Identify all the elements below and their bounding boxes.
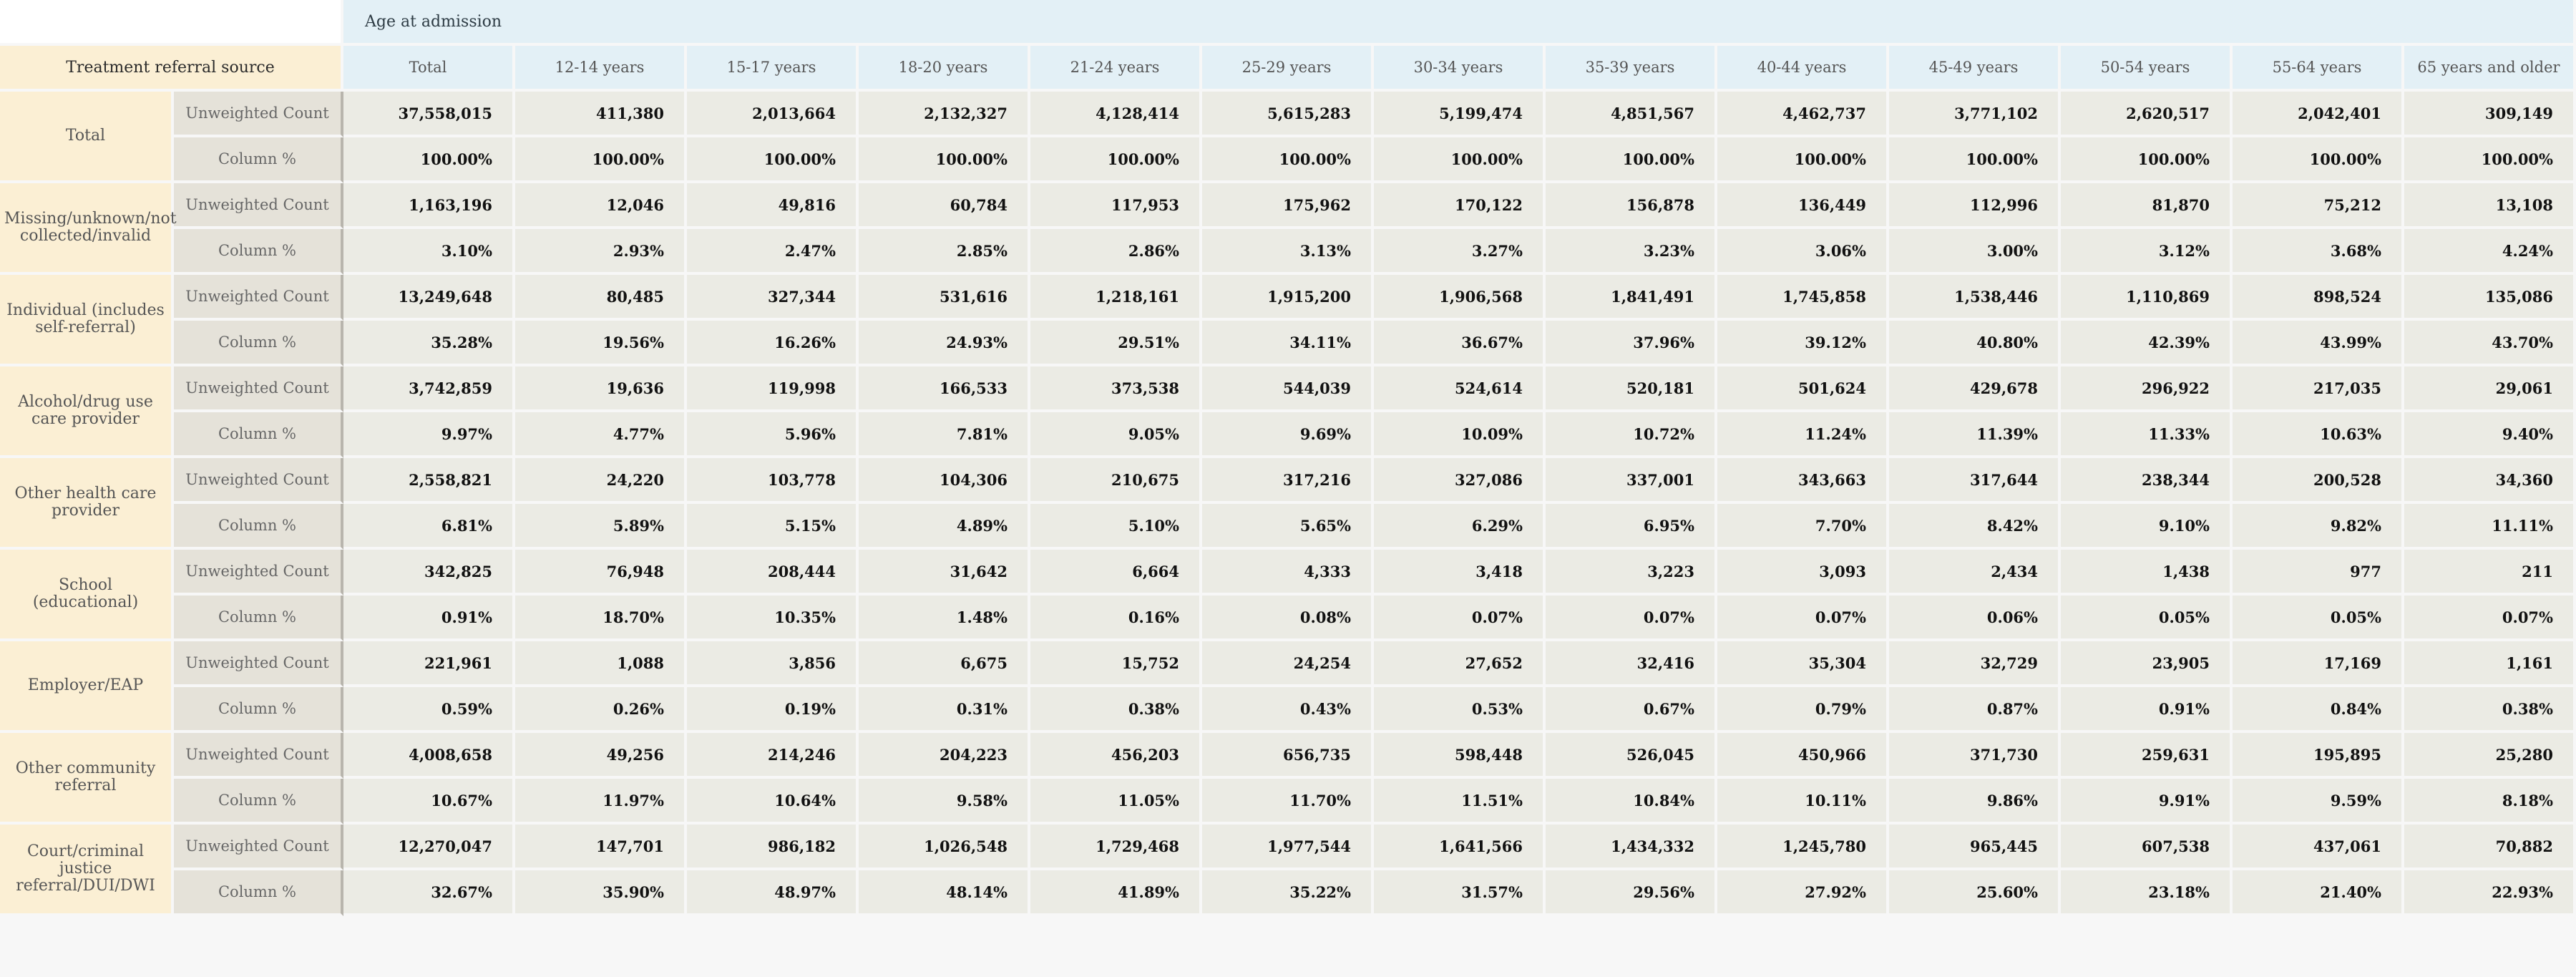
- row-group-label: Individual (includes self-referral): [0, 275, 174, 366]
- measure-label-percent: Column %: [174, 229, 343, 275]
- table-row: [0, 687, 2576, 733]
- data-cell: 112,996: [1889, 183, 2061, 229]
- data-cell: 3,093: [1717, 550, 1889, 596]
- row-group-label: Other health care provider: [0, 458, 174, 550]
- data-cell: 6,675: [859, 641, 1030, 687]
- data-cell: 259,631: [2061, 733, 2233, 779]
- table-row: [0, 275, 2576, 321]
- data-cell: 100.00%: [1546, 137, 1717, 183]
- data-cell: 5.10%: [1030, 504, 1202, 550]
- data-cell: 1,110,869: [2061, 275, 2233, 321]
- data-cell: 238,344: [2061, 458, 2233, 504]
- data-cell: 0.06%: [1889, 596, 2061, 641]
- data-cell: 48.14%: [859, 870, 1030, 916]
- data-cell: 0.79%: [1717, 687, 1889, 733]
- data-cell: 11.97%: [515, 779, 687, 825]
- data-cell: 32,729: [1889, 641, 2061, 687]
- data-cell: 119,998: [687, 366, 859, 412]
- column-header-21-24-years: 21-24 years: [1030, 46, 1202, 92]
- data-cell: 37.96%: [1546, 321, 1717, 366]
- table-row: [0, 321, 2576, 366]
- data-cell: 217,035: [2233, 366, 2404, 412]
- data-cell: 117,953: [1030, 183, 1202, 229]
- data-cell: 35.22%: [1202, 870, 1374, 916]
- data-cell: 2,620,517: [2061, 92, 2233, 137]
- table-row: [0, 870, 2576, 916]
- data-cell: 100.00%: [2404, 137, 2576, 183]
- data-cell: 4,851,567: [1546, 92, 1717, 137]
- data-cell: 2,434: [1889, 550, 2061, 596]
- data-cell: 0.84%: [2233, 687, 2404, 733]
- data-cell: 195,895: [2233, 733, 2404, 779]
- row-group-label: Other community referral: [0, 733, 174, 825]
- data-cell: 1,245,780: [1717, 825, 1889, 870]
- data-cell: 9.40%: [2404, 412, 2576, 458]
- data-cell: 6,664: [1030, 550, 1202, 596]
- data-cell: 80,485: [515, 275, 687, 321]
- data-cell: 19,636: [515, 366, 687, 412]
- data-cell: 1.48%: [859, 596, 1030, 641]
- data-cell: 11.70%: [1202, 779, 1374, 825]
- data-cell: 100.00%: [2233, 137, 2404, 183]
- data-cell: 24,254: [1202, 641, 1374, 687]
- measure-label-percent: Column %: [174, 412, 343, 458]
- data-cell: 8.42%: [1889, 504, 2061, 550]
- data-cell: 317,216: [1202, 458, 1374, 504]
- data-cell: 0.05%: [2233, 596, 2404, 641]
- data-cell: 103,778: [687, 458, 859, 504]
- data-cell: 6.81%: [343, 504, 515, 550]
- table-row: [0, 458, 2576, 504]
- data-cell: 4.24%: [2404, 229, 2576, 275]
- data-cell: 327,086: [1374, 458, 1546, 504]
- data-cell: 13,249,648: [343, 275, 515, 321]
- data-cell: 450,966: [1717, 733, 1889, 779]
- data-cell: 21.40%: [2233, 870, 2404, 916]
- measure-label-percent: Column %: [174, 137, 343, 183]
- data-cell: 2,042,401: [2233, 92, 2404, 137]
- measure-label-percent: Column %: [174, 779, 343, 825]
- row-group-label: Alcohol/drug use care provider: [0, 366, 174, 458]
- data-cell: 2,558,821: [343, 458, 515, 504]
- data-cell: 327,344: [687, 275, 859, 321]
- measure-label-percent: Column %: [174, 687, 343, 733]
- data-cell: 0.07%: [1374, 596, 1546, 641]
- data-cell: 221,961: [343, 641, 515, 687]
- data-cell: 23,905: [2061, 641, 2233, 687]
- row-dimension-header: Treatment referral source: [0, 46, 343, 92]
- data-cell: 1,438: [2061, 550, 2233, 596]
- data-cell: 2,013,664: [687, 92, 859, 137]
- data-cell: 3.23%: [1546, 229, 1717, 275]
- row-group-label: Total: [0, 92, 174, 183]
- data-cell: 1,538,446: [1889, 275, 2061, 321]
- data-cell: 1,434,332: [1546, 825, 1717, 870]
- column-header-12-14-years: 12-14 years: [515, 46, 687, 92]
- table-row: [0, 733, 2576, 779]
- data-cell: 29.56%: [1546, 870, 1717, 916]
- data-cell: 100.00%: [1717, 137, 1889, 183]
- data-cell: 2.93%: [515, 229, 687, 275]
- data-cell: 100.00%: [1030, 137, 1202, 183]
- data-cell: 598,448: [1374, 733, 1546, 779]
- data-cell: 214,246: [687, 733, 859, 779]
- data-cell: 27,652: [1374, 641, 1546, 687]
- data-cell: 25.60%: [1889, 870, 2061, 916]
- data-cell: 15,752: [1030, 641, 1202, 687]
- data-cell: 147,701: [515, 825, 687, 870]
- column-header-15-17-years: 15-17 years: [687, 46, 859, 92]
- data-cell: 1,841,491: [1546, 275, 1717, 321]
- data-cell: 11.11%: [2404, 504, 2576, 550]
- data-cell: 3.06%: [1717, 229, 1889, 275]
- data-cell: 9.10%: [2061, 504, 2233, 550]
- data-cell: 49,256: [515, 733, 687, 779]
- data-cell: 204,223: [859, 733, 1030, 779]
- data-cell: 9.86%: [1889, 779, 2061, 825]
- data-cell: 3.12%: [2061, 229, 2233, 275]
- data-cell: 5.15%: [687, 504, 859, 550]
- column-header-65-years-and-older: 65 years and older: [2404, 46, 2576, 92]
- measure-label-count: Unweighted Count: [174, 458, 343, 504]
- data-cell: 9.69%: [1202, 412, 1374, 458]
- data-cell: 0.59%: [343, 687, 515, 733]
- data-cell: 22.93%: [2404, 870, 2576, 916]
- data-cell: 32,416: [1546, 641, 1717, 687]
- data-cell: 210,675: [1030, 458, 1202, 504]
- data-cell: 11.39%: [1889, 412, 2061, 458]
- data-cell: 4,462,737: [1717, 92, 1889, 137]
- data-cell: 544,039: [1202, 366, 1374, 412]
- data-cell: 6.29%: [1374, 504, 1546, 550]
- measure-label-count: Unweighted Count: [174, 92, 343, 137]
- data-cell: 16.26%: [687, 321, 859, 366]
- data-cell: 0.08%: [1202, 596, 1374, 641]
- data-cell: 100.00%: [343, 137, 515, 183]
- data-cell: 371,730: [1889, 733, 2061, 779]
- data-cell: 3,223: [1546, 550, 1717, 596]
- data-cell: 4,008,658: [343, 733, 515, 779]
- data-cell: 5.89%: [515, 504, 687, 550]
- data-cell: 0.16%: [1030, 596, 1202, 641]
- data-cell: 4.77%: [515, 412, 687, 458]
- table-row: [0, 137, 2576, 183]
- data-cell: 2.47%: [687, 229, 859, 275]
- data-cell: 4.89%: [859, 504, 1030, 550]
- data-cell: 100.00%: [2061, 137, 2233, 183]
- data-cell: 1,977,544: [1202, 825, 1374, 870]
- column-header-55-64-years: 55-64 years: [2233, 46, 2404, 92]
- data-cell: 1,906,568: [1374, 275, 1546, 321]
- data-cell: 0.67%: [1546, 687, 1717, 733]
- data-cell: 1,641,566: [1374, 825, 1546, 870]
- data-cell: 965,445: [1889, 825, 2061, 870]
- row-group-label: Employer/EAP: [0, 641, 174, 733]
- data-cell: 656,735: [1202, 733, 1374, 779]
- data-cell: 1,161: [2404, 641, 2576, 687]
- data-cell: 296,922: [2061, 366, 2233, 412]
- data-cell: 100.00%: [687, 137, 859, 183]
- column-header-25-29-years: 25-29 years: [1202, 46, 1374, 92]
- data-cell: 100.00%: [1889, 137, 2061, 183]
- data-cell: 0.91%: [343, 596, 515, 641]
- data-cell: 520,181: [1546, 366, 1717, 412]
- data-cell: 317,644: [1889, 458, 2061, 504]
- data-cell: 0.19%: [687, 687, 859, 733]
- data-cell: 37,558,015: [343, 92, 515, 137]
- data-cell: 10.67%: [343, 779, 515, 825]
- data-cell: 309,149: [2404, 92, 2576, 137]
- data-cell: 170,122: [1374, 183, 1546, 229]
- data-cell: 11.33%: [2061, 412, 2233, 458]
- data-cell: 34.11%: [1202, 321, 1374, 366]
- data-cell: 29,061: [2404, 366, 2576, 412]
- measure-label-percent: Column %: [174, 504, 343, 550]
- data-cell: 11.51%: [1374, 779, 1546, 825]
- data-cell: 9.91%: [2061, 779, 2233, 825]
- data-cell: 1,218,161: [1030, 275, 1202, 321]
- data-cell: 3.27%: [1374, 229, 1546, 275]
- data-cell: 100.00%: [1202, 137, 1374, 183]
- data-cell: 5,199,474: [1374, 92, 1546, 137]
- data-cell: 373,538: [1030, 366, 1202, 412]
- data-cell: 25,280: [2404, 733, 2576, 779]
- data-cell: 3.13%: [1202, 229, 1374, 275]
- age-at-admission-header: Age at admission: [343, 0, 2576, 46]
- data-cell: 5,615,283: [1202, 92, 1374, 137]
- data-cell: 3,771,102: [1889, 92, 2061, 137]
- column-header-30-34-years: 30-34 years: [1374, 46, 1546, 92]
- data-cell: 0.26%: [515, 687, 687, 733]
- data-cell: 10.09%: [1374, 412, 1546, 458]
- data-cell: 75,212: [2233, 183, 2404, 229]
- data-cell: 35,304: [1717, 641, 1889, 687]
- data-cell: 429,678: [1889, 366, 2061, 412]
- measure-label-count: Unweighted Count: [174, 183, 343, 229]
- data-cell: 5.96%: [687, 412, 859, 458]
- data-cell: 9.05%: [1030, 412, 1202, 458]
- table-row: [0, 641, 2576, 687]
- row-group-label: Court/criminal justice referral/DUI/DWI: [0, 825, 174, 916]
- measure-label-count: Unweighted Count: [174, 366, 343, 412]
- column-header-45-49-years: 45-49 years: [1889, 46, 2061, 92]
- table-row: [0, 504, 2576, 550]
- data-cell: 9.59%: [2233, 779, 2404, 825]
- table-row: [0, 596, 2576, 641]
- data-cell: 10.11%: [1717, 779, 1889, 825]
- data-cell: 0.07%: [2404, 596, 2576, 641]
- data-cell: 81,870: [2061, 183, 2233, 229]
- table-row: [0, 183, 2576, 229]
- measure-label-count: Unweighted Count: [174, 275, 343, 321]
- data-cell: 6.95%: [1546, 504, 1717, 550]
- data-cell: 175,962: [1202, 183, 1374, 229]
- data-cell: 0.07%: [1546, 596, 1717, 641]
- data-cell: 24,220: [515, 458, 687, 504]
- table-row: [0, 825, 2576, 870]
- measure-label-count: Unweighted Count: [174, 641, 343, 687]
- column-header-total: Total: [343, 46, 515, 92]
- data-cell: 49,816: [687, 183, 859, 229]
- data-cell: 1,163,196: [343, 183, 515, 229]
- data-cell: 10.72%: [1546, 412, 1717, 458]
- column-header-18-20-years: 18-20 years: [859, 46, 1030, 92]
- data-cell: 3.68%: [2233, 229, 2404, 275]
- measure-label-percent: Column %: [174, 870, 343, 916]
- data-cell: 24.93%: [859, 321, 1030, 366]
- header-blank-cell: [0, 0, 343, 46]
- data-cell: 1,745,858: [1717, 275, 1889, 321]
- row-group-label: School (educational): [0, 550, 174, 641]
- data-cell: 208,444: [687, 550, 859, 596]
- data-cell: 898,524: [2233, 275, 2404, 321]
- data-cell: 10.84%: [1546, 779, 1717, 825]
- data-cell: 9.58%: [859, 779, 1030, 825]
- data-cell: 7.70%: [1717, 504, 1889, 550]
- data-cell: 0.87%: [1889, 687, 2061, 733]
- table-header: [0, 0, 2576, 92]
- data-cell: 0.53%: [1374, 687, 1546, 733]
- data-cell: 135,086: [2404, 275, 2576, 321]
- data-cell: 12,270,047: [343, 825, 515, 870]
- data-cell: 2.86%: [1030, 229, 1202, 275]
- data-cell: 100.00%: [1374, 137, 1546, 183]
- data-cell: 3,742,859: [343, 366, 515, 412]
- data-cell: 19.56%: [515, 321, 687, 366]
- data-cell: 48.97%: [687, 870, 859, 916]
- table-row: [0, 229, 2576, 275]
- data-cell: 10.64%: [687, 779, 859, 825]
- measure-label-count: Unweighted Count: [174, 733, 343, 779]
- data-cell: 456,203: [1030, 733, 1202, 779]
- data-cell: 32.67%: [343, 870, 515, 916]
- data-cell: 10.63%: [2233, 412, 2404, 458]
- table-row: [0, 412, 2576, 458]
- data-cell: 4,333: [1202, 550, 1374, 596]
- data-cell: 76,948: [515, 550, 687, 596]
- data-cell: 41.89%: [1030, 870, 1202, 916]
- data-cell: 35.28%: [343, 321, 515, 366]
- data-cell: 42.39%: [2061, 321, 2233, 366]
- table-row: [0, 550, 2576, 596]
- data-cell: 1,915,200: [1202, 275, 1374, 321]
- data-cell: 5.65%: [1202, 504, 1374, 550]
- data-cell: 27.92%: [1717, 870, 1889, 916]
- data-cell: 10.35%: [687, 596, 859, 641]
- data-cell: 200,528: [2233, 458, 2404, 504]
- data-cell: 0.43%: [1202, 687, 1374, 733]
- data-cell: 34,360: [2404, 458, 2576, 504]
- data-cell: 60,784: [859, 183, 1030, 229]
- data-cell: 0.38%: [2404, 687, 2576, 733]
- data-cell: 100.00%: [515, 137, 687, 183]
- data-cell: 70,882: [2404, 825, 2576, 870]
- row-group-label: Missing/unknown/not collected/invalid: [0, 183, 174, 275]
- data-cell: 39.12%: [1717, 321, 1889, 366]
- data-cell: 136,449: [1717, 183, 1889, 229]
- table-body: [0, 92, 2576, 916]
- data-cell: 3.10%: [343, 229, 515, 275]
- data-cell: 526,045: [1546, 733, 1717, 779]
- data-cell: 35.90%: [515, 870, 687, 916]
- data-cell: 3,418: [1374, 550, 1546, 596]
- measure-label-percent: Column %: [174, 596, 343, 641]
- column-header-50-54-years: 50-54 years: [2061, 46, 2233, 92]
- data-cell: 2.85%: [859, 229, 1030, 275]
- data-cell: 524,614: [1374, 366, 1546, 412]
- data-cell: 12,046: [515, 183, 687, 229]
- data-cell: 977: [2233, 550, 2404, 596]
- data-cell: 1,088: [515, 641, 687, 687]
- data-cell: 211: [2404, 550, 2576, 596]
- measure-label-percent: Column %: [174, 321, 343, 366]
- data-cell: 156,878: [1546, 183, 1717, 229]
- data-cell: 3,856: [687, 641, 859, 687]
- data-cell: 13,108: [2404, 183, 2576, 229]
- data-cell: 11.05%: [1030, 779, 1202, 825]
- data-cell: 986,182: [687, 825, 859, 870]
- data-cell: 17,169: [2233, 641, 2404, 687]
- data-cell: 31.57%: [1374, 870, 1546, 916]
- data-cell: 607,538: [2061, 825, 2233, 870]
- data-cell: 100.00%: [859, 137, 1030, 183]
- data-cell: 3.00%: [1889, 229, 2061, 275]
- data-cell: 31,642: [859, 550, 1030, 596]
- data-cell: 43.99%: [2233, 321, 2404, 366]
- data-cell: 11.24%: [1717, 412, 1889, 458]
- data-cell: 9.82%: [2233, 504, 2404, 550]
- data-cell: 4,128,414: [1030, 92, 1202, 137]
- data-cell: 531,616: [859, 275, 1030, 321]
- column-header-40-44-years: 40-44 years: [1717, 46, 1889, 92]
- table-row: [0, 92, 2576, 137]
- data-cell: 166,533: [859, 366, 1030, 412]
- data-cell: 7.81%: [859, 412, 1030, 458]
- data-cell: 2,132,327: [859, 92, 1030, 137]
- data-cell: 1,026,548: [859, 825, 1030, 870]
- data-cell: 0.07%: [1717, 596, 1889, 641]
- data-cell: 337,001: [1546, 458, 1717, 504]
- data-cell: 36.67%: [1374, 321, 1546, 366]
- data-cell: 40.80%: [1889, 321, 2061, 366]
- data-cell: 0.05%: [2061, 596, 2233, 641]
- column-header-35-39-years: 35-39 years: [1546, 46, 1717, 92]
- table-row: [0, 779, 2576, 825]
- table-row: [0, 366, 2576, 412]
- data-cell: 501,624: [1717, 366, 1889, 412]
- measure-label-count: Unweighted Count: [174, 825, 343, 870]
- data-cell: 0.31%: [859, 687, 1030, 733]
- data-cell: 411,380: [515, 92, 687, 137]
- data-cell: 343,663: [1717, 458, 1889, 504]
- data-cell: 23.18%: [2061, 870, 2233, 916]
- data-cell: 8.18%: [2404, 779, 2576, 825]
- data-cell: 9.97%: [343, 412, 515, 458]
- data-cell: 1,729,468: [1030, 825, 1202, 870]
- data-cell: 43.70%: [2404, 321, 2576, 366]
- data-cell: 104,306: [859, 458, 1030, 504]
- data-cell: 437,061: [2233, 825, 2404, 870]
- data-cell: 29.51%: [1030, 321, 1202, 366]
- data-cell: 0.38%: [1030, 687, 1202, 733]
- data-cell: 0.91%: [2061, 687, 2233, 733]
- data-cell: 342,825: [343, 550, 515, 596]
- measure-label-count: Unweighted Count: [174, 550, 343, 596]
- data-cell: 18.70%: [515, 596, 687, 641]
